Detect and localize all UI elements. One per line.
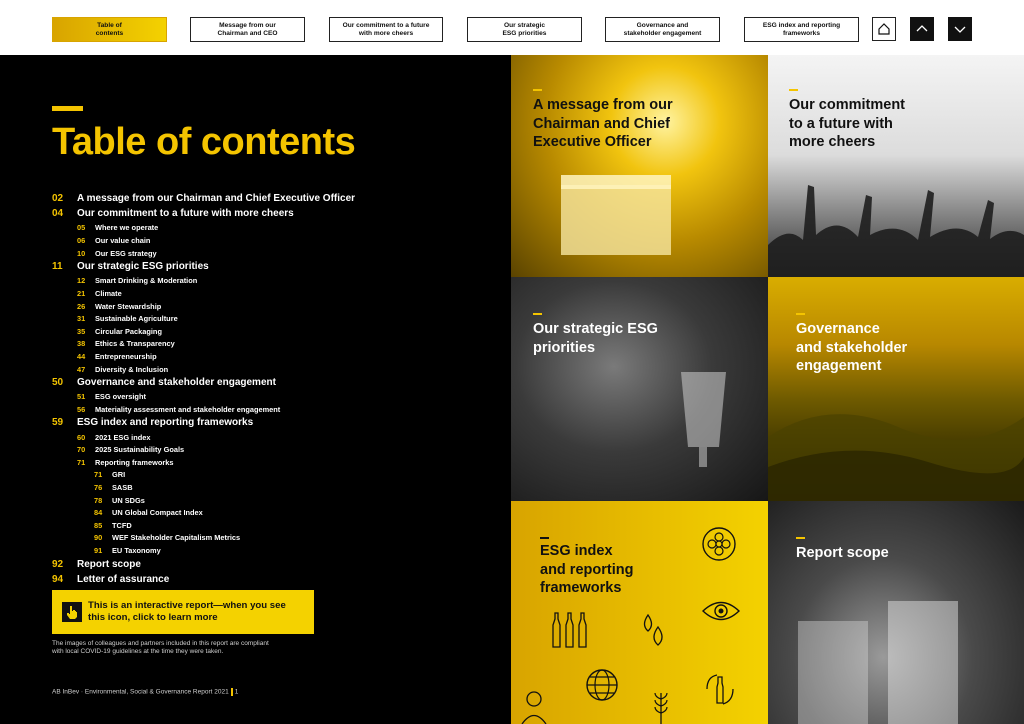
tab-governance[interactable]: Governance and stakeholder engagement [605,17,720,42]
toc-item-level-2[interactable] [52,365,492,378]
eye-icon [701,596,741,626]
tile-esg-index[interactable]: ESG index and reporting frameworks [511,501,768,724]
interactive-note[interactable] [52,590,314,634]
toc-page-number: 50 [52,377,64,389]
toc-page-number: 84 [94,508,103,518]
toc-page-number: 85 [94,520,103,530]
toc-label: UN Global Compact Index [112,508,203,518]
toc-page-number: 78 [94,495,103,505]
toc-label: Letter of assurance [77,573,170,585]
toc-item-level-2[interactable] [52,249,492,262]
toc-item-level-2[interactable] [52,327,492,340]
toc-page-number: 38 [77,339,86,349]
accent-dash [52,106,83,111]
toc-label: Governance and stakeholder engagement [77,377,276,389]
tile-commitment[interactable]: Our commitment to a future with more cheers [768,55,1024,277]
toc-label: Circular Packaging [95,326,162,336]
toc-page-number: 71 [94,470,103,480]
toc-item-level-1[interactable] [52,208,492,223]
toc-item-level-2[interactable] [52,302,492,315]
toc-page-number: 11 [52,261,63,273]
toc-label: Where we operate [95,223,159,233]
tab-strategic-priorities[interactable]: Our strategic ESG priorities [467,17,582,42]
toc-page-number: 94 [52,573,64,585]
toc-page-number: 90 [94,533,103,543]
bottles-icon [549,611,593,649]
top-navigation [0,0,1024,55]
toc-label: UN SDGs [112,495,145,505]
toc-item-level-2[interactable] [52,339,492,352]
toc-label: ESG oversight [95,392,146,402]
toc-item-level-1[interactable] [52,261,492,276]
toc-page-number: 91 [94,546,103,555]
toc-item-level-1[interactable] [52,559,492,574]
toc-label: Our value chain [95,235,151,245]
toc-item-level-2[interactable] [52,433,492,446]
toc-page-number: 70 [77,445,86,455]
toc-label: Smart Drinking & Moderation [95,276,198,286]
toc-item-level-2[interactable] [52,445,492,458]
wheat-icon [651,689,671,724]
toc-item-level-2[interactable] [52,392,492,405]
toc-item-level-2[interactable] [52,458,492,471]
toc-page-number: 12 [77,276,86,286]
flower-icon [701,526,737,562]
previous-page-button[interactable] [910,17,934,41]
toc-page-number: 05 [77,223,86,233]
toc-item-level-1[interactable] [52,574,492,589]
toc-label: Entrepreneurship [95,351,157,361]
hand-pointer-icon [62,602,82,622]
toc-label: Our strategic ESG priorities [77,261,209,273]
tab-commitment[interactable]: Our commitment to a future with more cheers [329,17,443,42]
person-icon [521,689,547,724]
toc-page-number: 76 [94,483,103,493]
toc-label: WEF Stakeholder Capitalism Metrics [112,533,241,543]
tile-governance[interactable]: Governance and stakeholder engagement [768,277,1024,501]
toc-page-number: 71 [77,457,86,467]
toc-label: 2021 ESG index [95,432,151,442]
tile-strategic-priorities[interactable]: Our strategic ESG priorities [511,277,768,501]
cooler-image-shape [551,165,681,255]
toc-label: Ethics & Transparency [95,339,175,349]
toc-item-level-3[interactable] [52,496,492,509]
tab-esg-index[interactable]: ESG index and reporting frameworks [744,17,859,42]
toc-label: Our commitment to a future with more cheers [77,208,294,220]
toc-item-level-2[interactable] [52,236,492,249]
toc-item-level-2[interactable] [52,276,492,289]
toc-label: Reporting frameworks [95,457,174,467]
toc-label: Report scope [77,558,141,570]
toc-page-number: 04 [52,208,64,220]
home-icon [877,22,891,36]
toc-item-level-2[interactable] [52,405,492,418]
toc-page-number: 10 [77,248,86,258]
toc-item-level-3[interactable] [52,483,492,496]
toc-label: 2025 Sustainability Goals [95,445,185,455]
toc-page-number: 31 [77,314,86,324]
beer-glass-shape [671,367,741,477]
cans-shape [788,591,1008,724]
toc-page-number: 26 [77,301,86,311]
toc-item-level-3[interactable] [52,533,492,546]
tab-table-of-contents[interactable]: Table of contents [52,17,167,42]
toc-label: GRI [112,470,126,480]
toc-page-number: 92 [52,558,64,570]
toc-item-level-2[interactable] [52,314,492,327]
note-text: This is an interactive report—when you see this icon, click to learn more [88,599,286,623]
toc-item-level-1[interactable] [52,417,492,432]
toc-item-level-1[interactable] [52,377,492,392]
toc-page-number: 56 [77,404,86,414]
toc-item-level-1[interactable] [52,193,492,208]
toc-page-number: 47 [77,364,86,374]
toc-label: TCFD [112,520,132,530]
toc-page-number: 51 [77,392,86,402]
toc-item-level-3[interactable] [52,470,492,483]
crowd-silhouette [768,165,1024,277]
toc-item-level-3[interactable] [52,546,492,559]
toc-item-level-3[interactable] [52,508,492,521]
toc-item-level-2[interactable] [52,223,492,236]
globe-icon [584,667,620,703]
toc-label: EU Taxonomy [112,546,161,555]
chevron-down-icon [953,22,967,36]
home-button[interactable] [872,17,896,41]
toc-page-number: 44 [77,351,86,361]
toc-list [52,193,492,589]
toc-label: Materiality assessment and stakeholder engagement [95,404,281,414]
page-title: Table of contents [52,121,356,163]
toc-page-number: 21 [77,288,86,298]
next-page-button[interactable] [948,17,972,41]
footer-divider [231,688,233,696]
tile-report-scope[interactable]: Report scope [768,501,1024,724]
toc-label: Our ESG strategy [95,248,157,258]
toc-item-level-2[interactable] [52,289,492,302]
toc-page-number: 60 [77,432,86,442]
footer: AB InBev · Environmental, Social & Governance Report 2021 1 [52,688,239,696]
chevron-up-icon [915,22,929,36]
toc-item-level-3[interactable] [52,521,492,534]
toc-label: Climate [95,288,122,298]
toc-page-number: 35 [77,326,86,336]
toc-label: SASB [112,483,133,493]
toc-label: Sustainable Agriculture [95,314,178,324]
toc-label: Water Stewardship [95,301,162,311]
toc-page-number: 02 [52,193,64,204]
toc-page-number: 06 [77,235,86,245]
toc-label: Diversity & Inclusion [95,364,169,374]
toc-panel [0,55,511,724]
water-drops-icon [639,613,667,649]
toc-item-level-2[interactable] [52,352,492,365]
toc-label: ESG index and reporting frameworks [77,417,254,429]
tab-message-chairman[interactable]: Message from our Chairman and CEO [190,17,305,42]
toc-label: A message from our Chairman and Chief Executive Officer [77,193,356,204]
recycle-bottle-icon [703,671,737,707]
toc-page-number: 59 [52,417,64,429]
hills-shape [768,377,1024,501]
tile-chairman-message[interactable]: A message from our Chairman and Chief Executive Officer [511,55,768,277]
disclaimer: The images of colleagues and partners included in this report are compliant with local COVID-19 guidelines at the time they were taken. [52,640,269,655]
